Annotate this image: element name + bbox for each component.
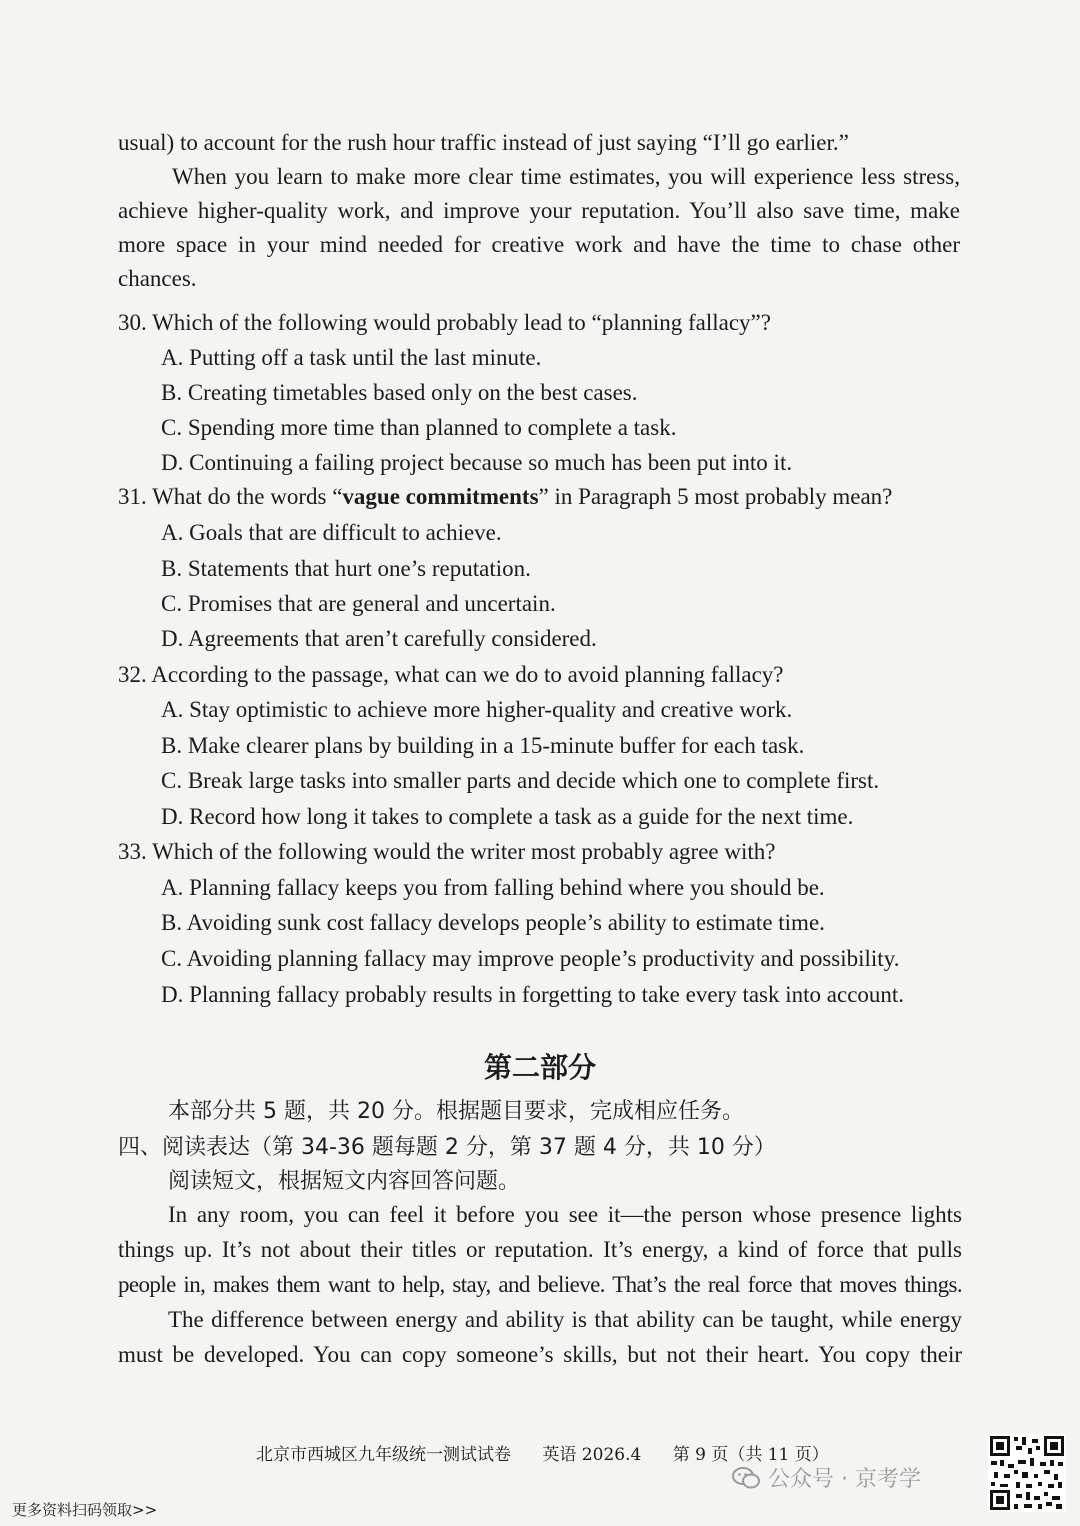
passage-line: The difference between energy and ability is that ability can be taught, while energy [168, 1307, 962, 1332]
passage-line: usual) to account for the rush hour traffic instead of just saying “I’ll go earlier.” [118, 130, 849, 155]
section-title: 第二部分 [483, 1051, 596, 1084]
answer-option: C. Avoiding planning fallacy may improve people’s productivity and possibility. [161, 946, 900, 971]
section-instruction: 阅读短文，根据短文内容回答问题。 [168, 1169, 521, 1194]
answer-option: D. Record how long it takes to complete a task as a guide for the next time. [161, 804, 854, 829]
qr-code[interactable] [988, 1434, 1066, 1512]
answer-option: D. Agreements that aren’t carefully considered. [161, 626, 597, 651]
answer-option: A. Stay optimistic to achieve more higher-quality and creative work. [161, 697, 793, 722]
passage-line: things up. It’s not about their titles or reputation. It’s energy, a kind of force that pulls [118, 1237, 962, 1262]
answer-option: C. Break large tasks into smaller parts and decide which one to complete first. [161, 768, 880, 793]
exam-subject: 英语 2026.4 [542, 1445, 642, 1465]
section-intro: 本部分共 5 题，共 20 分。根据题目要求，完成相应任务。 [168, 1099, 744, 1124]
answer-option: A. Putting off a task until the last minute. [161, 345, 542, 370]
passage-line: When you learn to make more clear time estimates, you will experience less stress, [172, 164, 960, 189]
answer-option: B. Creating timetables based only on the best cases. [161, 380, 638, 405]
answer-option: D. Planning fallacy probably results in forgetting to take every task into account. [161, 982, 905, 1007]
answer-option: D. Continuing a failing project because so much has been put into it. [161, 450, 793, 475]
passage-line: people in, makes them want to help, stay, and believe. That’s the real force that moves things. [118, 1272, 962, 1297]
answer-option: C. Spending more time than planned to complete a task. [161, 415, 677, 440]
answer-option: B. Statements that hurt one’s reputation. [161, 556, 531, 581]
passage-line: more space in your mind needed for creative work and have the time to chase other [118, 232, 960, 257]
watermark: 公众号 · 京考学 [732, 1462, 921, 1493]
wechat-icon [732, 1467, 760, 1489]
passage-line: must be developed. You can copy someone’s skills, but not their heart. You copy their [118, 1342, 962, 1367]
question-stem: 30. Which of the following would probably lead to “planning fallacy”? [118, 310, 771, 335]
question-stem: 31. What do the words “vague commitments” in Paragraph 5 most probably mean? [118, 484, 893, 509]
answer-option: A. Planning fallacy keeps you from falling behind where you should be. [161, 875, 825, 900]
more-resources-link[interactable]: 更多资料扫码领取>> [12, 1501, 158, 1519]
highlighted-term: vague commitments [342, 484, 539, 509]
passage-line: chances. [118, 266, 197, 291]
exam-name: 北京市西城区九年级统一测试试卷 [256, 1445, 511, 1465]
answer-option: A. Goals that are difficult to achieve. [161, 520, 502, 545]
section-heading: 四、阅读表达（第 34-36 题每题 2 分，第 37 题 4 分，共 10 分） [118, 1135, 776, 1160]
passage-line: In any room, you can feel it before you see it—the person whose presence lights [168, 1202, 962, 1227]
page-number: 第 9 页（共 11 页） [672, 1445, 829, 1465]
answer-option: C. Promises that are general and uncertain. [161, 591, 556, 616]
question-stem: 32. According to the passage, what can we do to avoid planning fallacy? [118, 662, 784, 687]
passage-line: achieve higher-quality work, and improve your reputation. You’ll also save time, make [118, 198, 960, 223]
answer-option: B. Make clearer plans by building in a 15-minute buffer for each task. [161, 733, 805, 758]
answer-option: B. Avoiding sunk cost fallacy develops people’s ability to estimate time. [161, 910, 825, 935]
question-stem: 33. Which of the following would the writer most probably agree with? [118, 839, 776, 864]
